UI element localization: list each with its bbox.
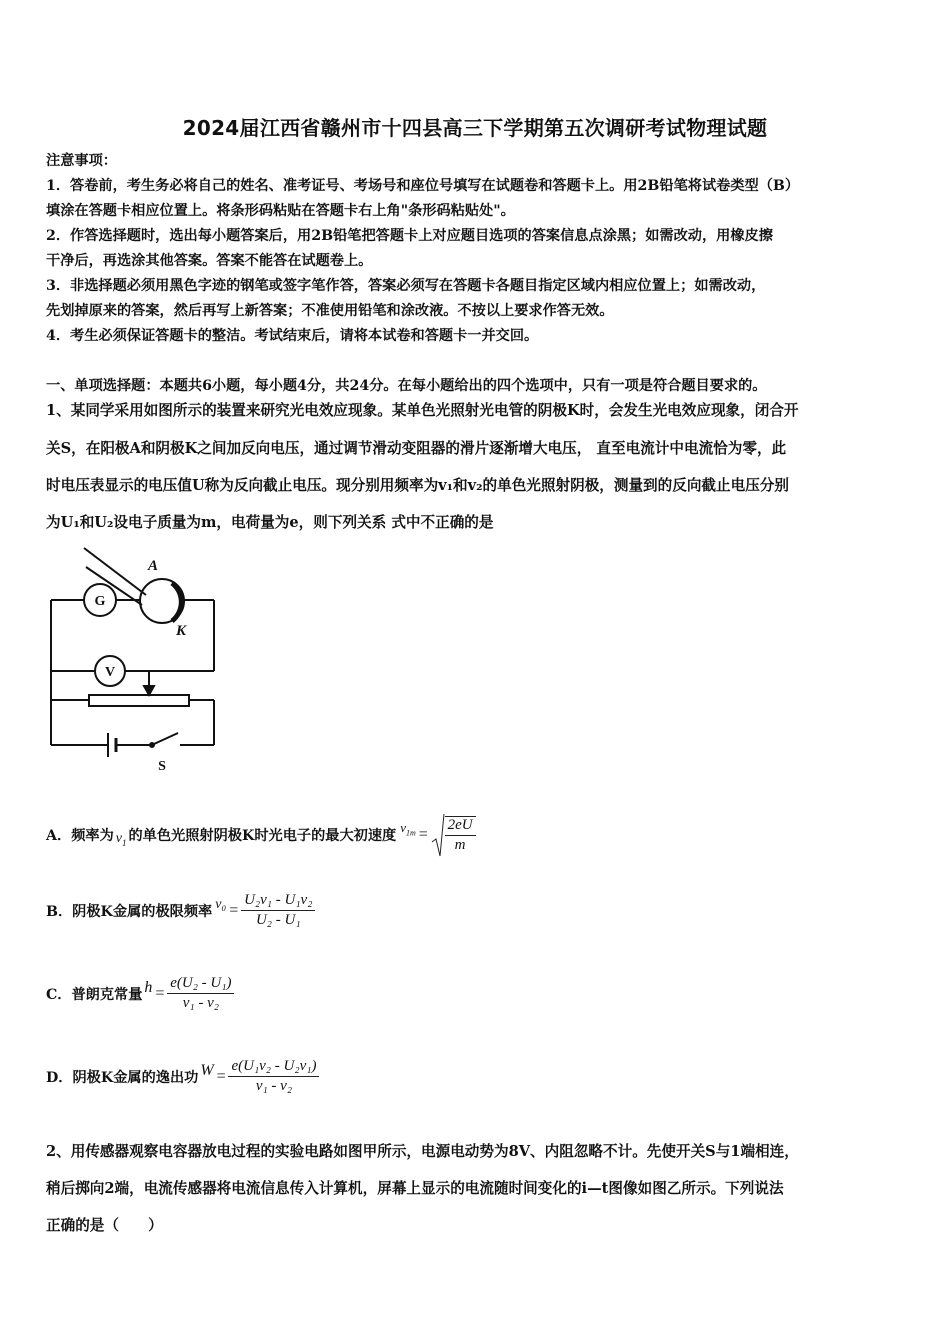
option-c-lhs: h bbox=[144, 978, 153, 996]
cathode bbox=[172, 583, 181, 621]
option-d-lhs: W bbox=[200, 1061, 214, 1079]
option-a-lhs-subscript: 1m bbox=[405, 828, 416, 838]
option-a-lhs: v bbox=[400, 820, 406, 836]
option-a bbox=[46, 812, 476, 858]
notice-line: 3．非选择题必须用黑色字迹的钢笔或签字笔作答，答案必须写在答题卡各题目指定区域内相应位置上；如需改动， bbox=[46, 278, 766, 294]
option-a-text2: 的单色光照射阴极K时光电子的最大初速度 bbox=[128, 828, 397, 844]
notice-line: 1．答卷前，考生务必将自己的姓名、准考证号、考场号和座位号填写在试题卷和答题卡上。用2B铅笔将试卷类型（B） bbox=[46, 178, 800, 194]
option-d bbox=[46, 1058, 319, 1095]
question-2-line: 2、用传感器观察电容器放电过程的实验电路如图甲所示，电源电动势为8V、内阻忽略不计。先使开关S与1端相连， bbox=[46, 1143, 799, 1160]
option-a-numerator: 2eU bbox=[445, 817, 476, 836]
option-c-equals: = bbox=[154, 984, 166, 1002]
notice-line: 填涂在答题卡相应位置上。将条形码粘贴在答题卡右上角"条形码粘贴处"。 bbox=[46, 203, 515, 219]
option-a-text: A．频率为 bbox=[46, 828, 114, 844]
section-heading: 一、单项选择题：本题共6小题，每小题4分，共24分。在每小题给出的四个选项中，只有一项是符合题目要求的。 bbox=[46, 378, 767, 394]
option-c-text: C．普朗克常量 bbox=[46, 986, 143, 1003]
notice-line: 先划掉原来的答案，然后再写上新答案；不准使用铅笔和涂改液。不按以上要求作答无效。 bbox=[46, 303, 614, 319]
label-voltmeter: V bbox=[104, 665, 116, 680]
label-anode: A bbox=[148, 558, 159, 574]
option-d-numerator: e(U₁v₂ - U₂v₁) bbox=[228, 1058, 319, 1077]
option-d-denominator: v₁ - v₂ bbox=[255, 1078, 293, 1094]
question-2-line: 稍后掷向2端，电流传感器将电流信息传入计算机，屏幕上显示的电流随时间变化的i—t图像如图乙所示。下列说法 bbox=[46, 1180, 784, 1197]
label-galvanometer: G bbox=[94, 594, 106, 609]
option-a-equals: = bbox=[417, 826, 429, 843]
option-c-denominator: v₁ - v₂ bbox=[182, 995, 219, 1011]
option-a-denominator: m bbox=[454, 837, 466, 853]
sqrt-icon bbox=[431, 812, 445, 858]
option-d-text: D．阴极K金属的逸出功 bbox=[46, 1069, 199, 1086]
option-b bbox=[46, 892, 315, 929]
option-b-text: B．阴极K金属的极限频率 bbox=[46, 903, 213, 920]
option-c-numerator: e(U₂ - U₁) bbox=[167, 975, 234, 994]
notice-heading: 注意事项： bbox=[46, 153, 117, 169]
rheostat bbox=[89, 695, 189, 706]
option-d-equals: = bbox=[215, 1067, 227, 1085]
option-a-symbol: v bbox=[115, 830, 122, 846]
label-switch: S bbox=[158, 759, 166, 774]
sqrt-expression bbox=[431, 812, 476, 858]
option-b-denominator: U₂ - U₁ bbox=[255, 912, 301, 928]
notice-line: 4．考生必须保证答题卡的整洁。考试结束后，请将本试卷和答题卡一并交回。 bbox=[46, 328, 539, 344]
notice-line: 2．作答选择题时，选出每小题答案后，用2B铅笔把答题卡上对应题目选项的答案信息点涂黑；如需改动，用橡皮擦 bbox=[46, 228, 773, 244]
question-1-line: 时电压表显示的电压值U称为反向截止电压。现分别用频率为v₁和v₂的单色光照射阴极，测量到的反向截止电压分别 bbox=[46, 477, 789, 494]
option-c bbox=[46, 975, 234, 1012]
question-1-line: 为U₁和U₂设电子质量为m，电荷量为e，则下列关系 式中不正确的是 bbox=[46, 514, 494, 531]
label-cathode: K bbox=[176, 623, 187, 639]
option-b-lhs: v₀ bbox=[215, 896, 227, 912]
question-1-line: 1、某同学采用如图所示的装置来研究光电效应现象。某单色光照射光电管的阴极K时，会发生光电效应现象，闭合开 bbox=[46, 402, 799, 419]
option-b-numerator: U₂v₁ - U₁v₂ bbox=[241, 892, 315, 911]
slider-arrow bbox=[144, 686, 154, 695]
option-a-subscript: 1 bbox=[121, 837, 127, 848]
page-title: 2024届江西省赣州市十四县高三下学期第五次调研考试物理试题 bbox=[182, 116, 768, 140]
question-1-line: 关S，在阳极A和阴极K之间加反向电压，通过调节滑动变阻器的滑片逐渐增大电压， 直至电流计中电流恰为零，此 bbox=[46, 440, 787, 457]
switch bbox=[154, 733, 178, 744]
photoelectric-circuit-figure bbox=[44, 545, 234, 775]
option-b-equals: = bbox=[228, 901, 240, 919]
notice-line: 干净后，再选涂其他答案。答案不能答在试题卷上。 bbox=[46, 253, 373, 269]
question-2-line: 正确的是（ ） bbox=[46, 1217, 163, 1234]
